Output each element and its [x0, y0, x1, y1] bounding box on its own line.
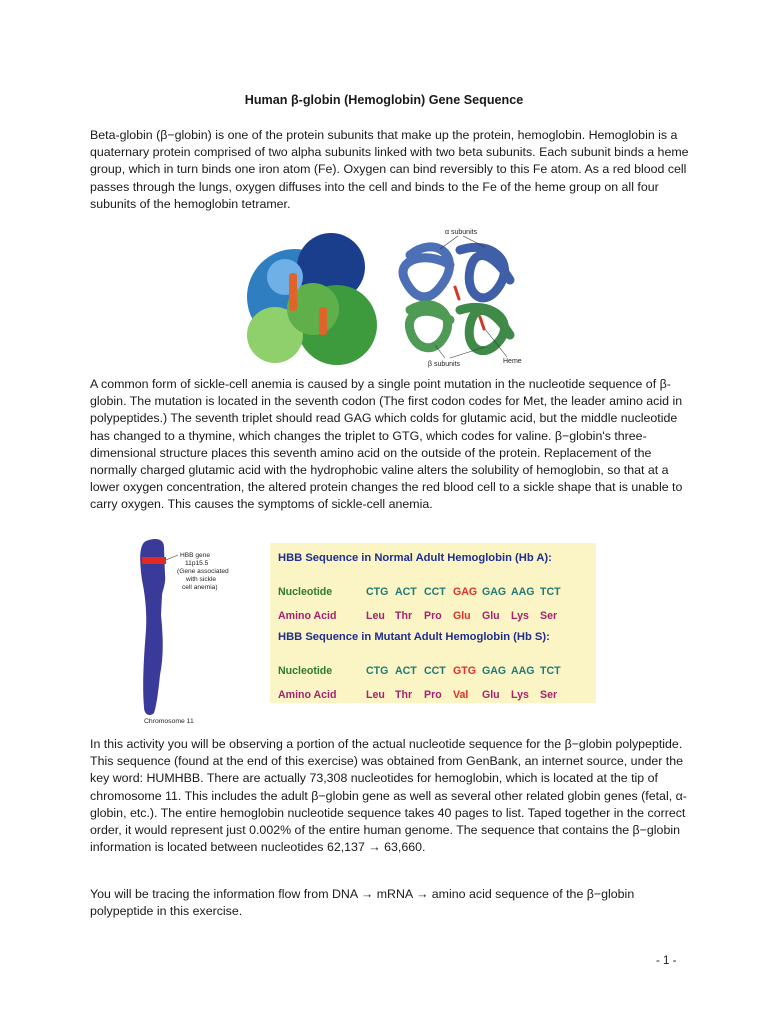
- amino-acid-cell: Ser: [540, 610, 558, 622]
- amino-acid-cell: Val: [453, 689, 469, 701]
- nucleotide-cell: GAG: [482, 665, 507, 677]
- amino-acid-cell: Glu: [453, 610, 471, 622]
- hbb-sequence-figure: [130, 535, 600, 725]
- hbb-gene-label-line3: (Gene associated: [177, 568, 229, 575]
- chromosome-label: Chromosome 11: [144, 718, 194, 725]
- amino-acid-cell: Thr: [395, 689, 413, 701]
- nucleotide-cell: GAG: [482, 586, 507, 598]
- alpha-subunits-label: α subunits: [445, 229, 478, 236]
- normal-nucleotide-row: [278, 586, 596, 602]
- mutant-amino-label: Amino Acid: [278, 689, 337, 701]
- amino-acid-cell: Ser: [540, 689, 558, 701]
- hbb-gene-label-line1: HBB gene: [180, 552, 211, 559]
- page-number: - 1 -: [656, 955, 677, 967]
- amino-acid-cell: Glu: [482, 689, 500, 701]
- normal-hb-heading: HBB Sequence in Normal Adult Hemoglobin (Hb A):: [278, 552, 552, 564]
- hbb-gene-label-line4: with sickle: [186, 576, 217, 583]
- mutant-nucleotide-row: [278, 665, 596, 681]
- amino-acid-cell: Leu: [366, 689, 385, 701]
- nucleotide-cell: TCT: [540, 665, 561, 677]
- mutant-hb-heading: HBB Sequence in Mutant Adult Hemoglobin (Hb S):: [278, 631, 550, 643]
- nucleotide-cell: CCT: [424, 586, 446, 598]
- hbb-gene-label-line2: 11p15.5: [185, 560, 209, 567]
- nucleotide-cell: GTG: [453, 665, 476, 677]
- normal-nucleotide-label: Nucleotide: [278, 586, 333, 598]
- ribbon-model: [403, 247, 510, 351]
- paragraph-tracing: You will be tracing the information flow from DNA → mRNA → amino acid sequence of the β−globin polypeptide in this exercise.: [90, 887, 635, 919]
- normal-amino-row: [278, 610, 596, 626]
- nucleotide-cell: AAG: [511, 665, 535, 677]
- nucleotide-cell: CCT: [424, 665, 446, 677]
- chromosome-11-diagram: [130, 535, 250, 725]
- amino-acid-cell: Leu: [366, 610, 385, 622]
- amino-acid-cell: Thr: [395, 610, 413, 622]
- amino-acid-cell: Pro: [424, 610, 442, 622]
- amino-acid-cell: Glu: [482, 610, 500, 622]
- beta-subunits-label: β subunits: [428, 361, 461, 368]
- amino-acid-cell: Pro: [424, 689, 442, 701]
- nucleotide-cell: ACT: [395, 665, 417, 677]
- normal-amino-label: Amino Acid: [278, 610, 337, 622]
- heme-label: Heme: [503, 358, 522, 365]
- hbb-sequence-table: [270, 543, 596, 703]
- hemoglobin-structure-figure: [245, 225, 535, 370]
- paragraph-sickle-cell: A common form of sickle-cell anemia is caused by a single point mutation in the nucleotide sequence of β-globin. The mutation is located in the seventh codon (The first codon codes for Met, the leader amino acid in polypeptides.) The seventh triplet should read GAG which colds for glutamic acid, but the middle nucleotide has changed to a thymine, which changes the triplet to GTG, which codes for valine. β−globin's three-dimensional structure places this seventh amino acid on the outside of the protein. Replacement of the normally charged glutamic acid with the hydrophobic valine alters the solubility of hemoglobin, so that at a lower oxygen concentration, the altered protein changes the red blood cell to a sickle shape that is unable to carry oxygen. This causes the symptoms of sickle-cell anemia.: [90, 377, 683, 512]
- nucleotide-cell: CTG: [366, 586, 389, 598]
- amino-acid-cell: Lys: [511, 689, 529, 701]
- document-title: Human β-globin (Hemoglobin) Gene Sequence: [244, 93, 524, 107]
- nucleotide-cell: GAG: [453, 586, 478, 598]
- mutant-nucleotide-label: Nucleotide: [278, 665, 333, 677]
- nucleotide-cell: CTG: [366, 665, 389, 677]
- space-filling-model: [247, 233, 377, 365]
- nucleotide-cell: AAG: [511, 586, 535, 598]
- mutant-amino-row: [278, 689, 596, 705]
- nucleotide-cell: ACT: [395, 586, 417, 598]
- hbb-gene-label-line5: cell anemia): [182, 584, 218, 591]
- nucleotide-cell: TCT: [540, 586, 561, 598]
- paragraph-activity: In this activity you will be observing a portion of the actual nucleotide sequence for the β−globin polypeptide. This sequence (found at the end of this exercise) was obtained from GenBank, an internet source, under the key word: HUMHBB. There are actually 73,308 nucleotides for hemoglobin, which is located at the tip of chromosome 11. This includes the adult β−globin gene as well as several other related globin genes (fetal, α-globin, etc.). The entire hemoglobin nucleotide sequence takes 40 pages to list. Taped together in the correct order, it would represent just 0.002% of the entire human genome. The sequence that contains the β−globin information is located between nucleotides 62,137 → 63,660.: [90, 737, 687, 855]
- paragraph-intro: Beta-globin (β−globin) is one of the protein subunits that make up the protein, hemoglobin. Hemoglobin is a quaternary protein comprised of two alpha subunits linked with two beta subunits. Each subunit binds a heme group, which in turn binds one iron atom (Fe). Oxygen can bind reversibly to this Fe atom. As a red blood cell passes through the lungs, oxygen diffuses into the cell and binds to the Fe of the heme group on all four subunits of the hemoglobin tetramer.: [90, 128, 689, 211]
- amino-acid-cell: Lys: [511, 610, 529, 622]
